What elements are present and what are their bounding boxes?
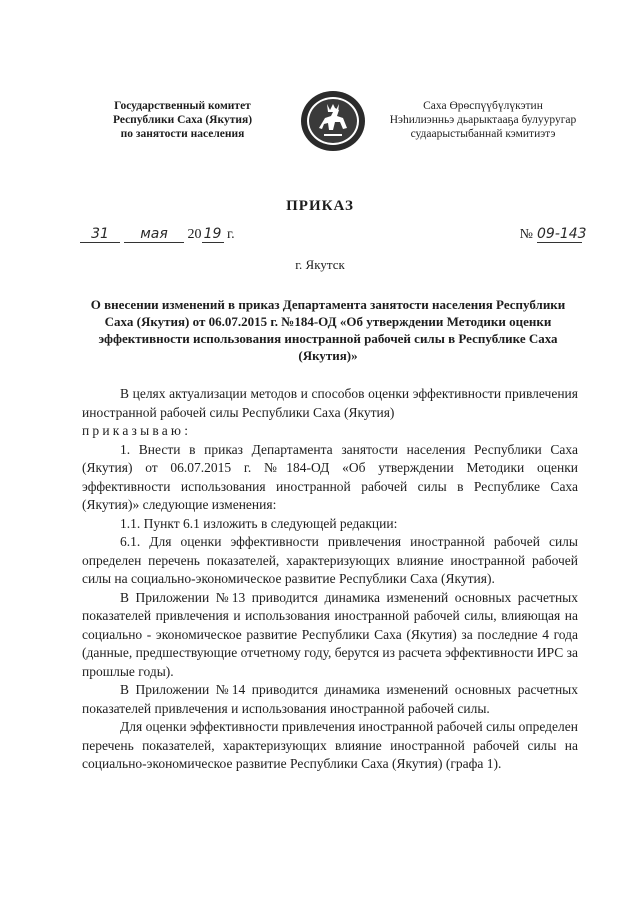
paragraph: 6.1. Для оценки эффективности привлечения иностранной рабочей силы определен перечень показателей, характеризующих влияние иностранной рабочей силы на социально-экономическое развитие Республики Саха (Якутия). bbox=[82, 534, 578, 586]
header-left-line: Государственный комитет bbox=[114, 100, 251, 112]
header-right-line: Нэһилиэнньэ дьарыктааҕа булууругар bbox=[389, 114, 577, 126]
coat-of-arms-icon bbox=[297, 88, 369, 154]
header-left-line: по занятости населения bbox=[120, 128, 245, 140]
date-month: мая bbox=[124, 227, 184, 243]
date-year-prefix: 20 bbox=[187, 227, 202, 242]
date-day: 31 bbox=[80, 227, 120, 243]
date-year-suffix: 19 bbox=[202, 227, 224, 243]
document-title: ПРИКАЗ bbox=[286, 198, 354, 214]
number-label: № bbox=[519, 227, 533, 242]
order-subject: О внесении изменений в приказ Департамента занятости населения Республики Саха (Якутия) от 06.07.2015 г. №184-ОД «Об утверждении Методики оценки эффективности использования иностранной рабочей силы в Республике Саха (Якутия)» bbox=[90, 297, 566, 363]
order-number bbox=[519, 226, 587, 243]
header-left-line: Республики Саха (Якутия) bbox=[112, 114, 253, 126]
paragraph: В Приложении №14 приводится динамика изменений основных расчетных показателей привлечения и использования иностранной рабочей силы. bbox=[82, 682, 578, 716]
city: г. Якутск bbox=[295, 257, 345, 272]
paragraph: В Приложении №13 приводится динамика изменений основных расчетных показателей привлечения и использования иностранной рабочей силы, влияющая на социально - экономическое развитие Республики Саха (Якутия) за последние 4 года (данные, предшествующие отчетному году, берутся из расчета эффективности ИРС за прошлые годы). bbox=[82, 589, 578, 679]
paragraph-order-word: приказываю: bbox=[82, 423, 192, 438]
paragraph: 1. Внести в приказ Департамента занятости населения Республики Саха (Якутия) от 06.07.2015 г. №184-ОД «Об утверждении Методики оценки эффективности использования иностранной рабочей силы в Республике Саха (Якутия)» следующие изменения: bbox=[82, 441, 578, 512]
paragraph: Для оценки эффективности привлечения иностранной рабочей силы определен перечень показателей, характеризующих влияние иностранной рабочей силы на социально-экономическое развитие Республики Саха (Якутия) (графа 1). bbox=[82, 719, 578, 771]
header-right bbox=[378, 99, 588, 141]
header-right-line: судаарыстыбаннай кэмитиэтэ bbox=[410, 128, 556, 140]
header-left bbox=[80, 99, 285, 141]
paragraph: В целях актуализации методов и способов оценки эффективности привлечения иностранной рабочей силы Республики Саха (Якутия) bbox=[82, 386, 578, 420]
date-year-unit: г. bbox=[227, 227, 235, 242]
header-right-line: Саха Өрөспүүбүлүкэтин bbox=[423, 100, 543, 112]
number-value: 09-143 bbox=[537, 226, 587, 242]
paragraph: 1.1. Пункт 6.1 изложить в следующей редакции: bbox=[120, 515, 398, 531]
order-date bbox=[80, 227, 235, 243]
order-body bbox=[82, 385, 578, 774]
